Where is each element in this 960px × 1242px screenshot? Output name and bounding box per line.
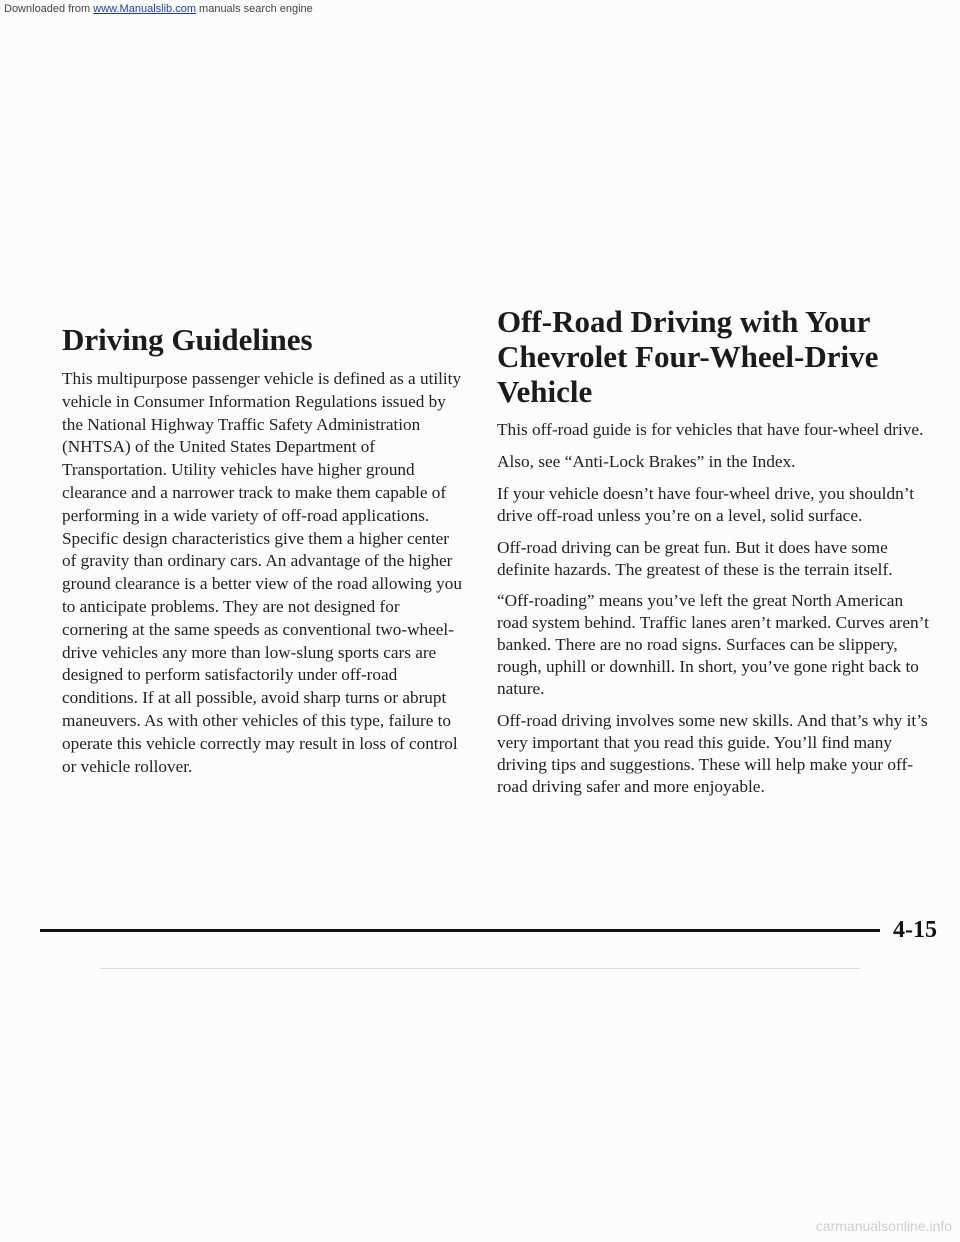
off-road-heading [497,304,937,409]
driving-guidelines-heading: Driving Guidelines [62,322,313,357]
off-road-paragraph: This off-road guide is for vehicles that have four-wheel drive. [497,420,924,439]
download-watermark [4,3,313,15]
watermark-prefix: Downloaded from [4,3,94,15]
off-road-paragraph: If your vehicle doesn’t have four-wheel drive, you shouldn’t drive off-road unless you’re on a level, solid surface. [497,483,915,525]
off-road-section [497,304,937,808]
off-road-paragraph: Also, see “Anti-Lock Brakes” in the Index. [497,451,796,471]
driving-guidelines-section [62,322,467,778]
off-road-paragraph: “Off-roading” means you’ve left the great North American road system behind. Traffic lanes aren’t marked. Curves aren’t banked. There are no road signs. Surfaces can be slippery, rough, uphill or downhill. In short, you’ve gone right back to nature. [497,591,929,699]
off-road-heading-line2: Chevrolet Four-Wheel-Drive Vehicle [497,339,879,409]
off-road-heading-line1: Off-Road Driving with Your [497,304,871,339]
page-number: 4-15 [893,917,937,943]
off-road-paragraph: Off-road driving can be great fun. But it does have some definite hazards. The greatest of these is the terrain itself. [497,537,893,579]
carmanualsonline-watermark: carmanualsonline.info [815,1218,952,1234]
off-road-paragraph: Off-road driving involves some new skills. And that’s why it’s very important that you read this guide. You’ll find many driving tips and suggestions. These will help make your off-road driving safer and more enjoyable. [497,710,928,796]
watermark-suffix: manuals search engine [195,3,313,15]
manualslib-link[interactable]: www.Manualslib.com [93,3,196,15]
faint-divider [100,968,860,969]
driving-guidelines-body: This multipurpose passenger vehicle is defined as a utility vehicle in Consumer Information Regulations issued by the National Highway Traffic Safety Administration (NHTSA) of the United States Department of Transportation. Utility vehicles have higher ground clearance and a narrower track to make them capable of performing in a wide variety of off-road applications. Specific design characteristics give them a higher center of gravity than ordinary cars. An advantage of the higher ground clearance is a better view of the road allowing you to anticipate problems. They are not designed for cornering at the same speeds as conventional two-wheel-drive vehicles any more than low-slung sports cars are designed to perform satisfactorily under off-road conditions. If at all possible, avoid sharp turns or abrupt maneuvers. As with other vehicles of this type, failure to operate this vehicle correctly may result in loss of control or vehicle rollover. [62,369,462,776]
footer-divider [40,929,880,932]
